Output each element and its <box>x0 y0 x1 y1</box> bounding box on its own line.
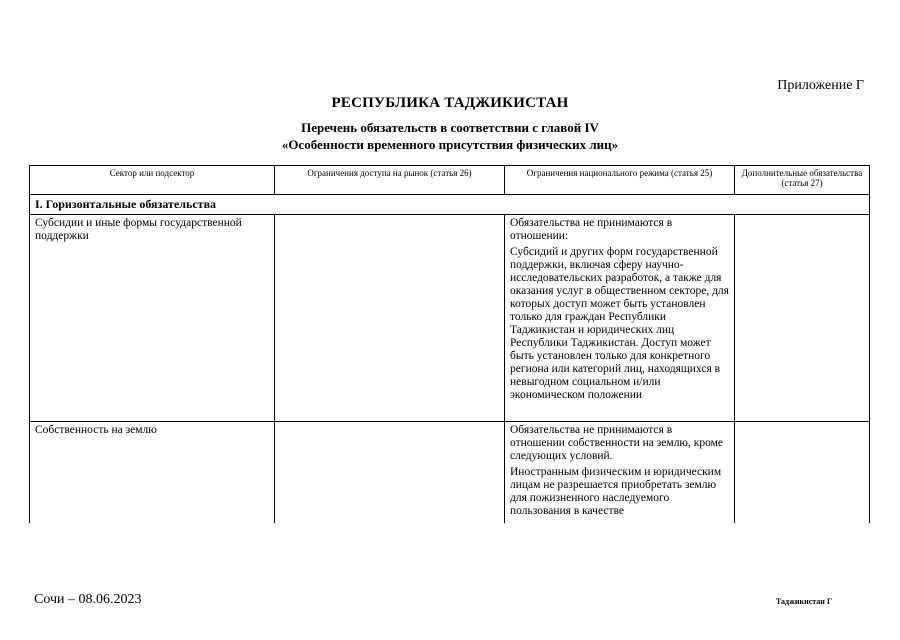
subtitle-line-2: «Особенности временного присутствия физических лиц» <box>281 137 619 152</box>
market-access-cell <box>275 215 505 422</box>
national-treatment-paragraph: Субсидий и других форм государственной поддержки, включая сферу научно-исследовательских разработок, а также для оказания услуг в общественном секторе, для которых доступ может быть установлен только для граждан Республики Таджикистан и юридических лиц Республики Таджикистан. Доступ может быть установлен только для конкретного региона или категорий лиц, находящихся в невыгодном социальном и/или экономическом положении <box>510 246 729 401</box>
table-header-row <box>30 166 870 195</box>
market-access-cell <box>275 422 505 524</box>
subtitle-line-1: Перечень обязательств в соответствии с главой IV <box>301 120 599 135</box>
sector-cell: Собственность на землю <box>30 422 275 524</box>
national-treatment-paragraph: Иностранным физическим и юридическим лицам не разрешается приобретать землю для пожизненного наследуемого пользования в качестве <box>510 466 722 517</box>
additional-cell <box>735 215 870 422</box>
national-treatment-cell <box>505 422 735 524</box>
column-header-sector: Сектор или подсектор <box>30 166 275 195</box>
national-treatment-paragraph: Обязательства не принимаются в отношении: <box>510 217 673 242</box>
section-title: I. Горизонтальные обязательства <box>30 195 870 215</box>
document-subtitle <box>0 119 900 153</box>
additional-cell <box>735 422 870 524</box>
footer-page-label: Таджикистан Г <box>775 597 832 606</box>
footer-date: Сочи – 08.06.2023 <box>34 592 142 607</box>
column-header-additional: Дополнительные обязательства (статья 27) <box>735 166 870 195</box>
table-row <box>30 422 870 524</box>
section-row <box>30 195 870 215</box>
national-treatment-paragraph: Обязательства не принимаются в отношении собственности на землю, кроме следующих условий. <box>510 424 724 462</box>
commitments-table <box>29 165 870 523</box>
national-treatment-cell <box>505 215 735 422</box>
country-title: РЕСПУБЛИКА ТАДЖИКИСТАН <box>331 95 569 111</box>
appendix-label: Приложение Г <box>777 78 864 93</box>
sector-cell: Субсидии и иные формы государственной поддержки <box>30 215 275 422</box>
table-row <box>30 215 870 422</box>
column-header-national-treatment: Ограничения национального режима (статья 25) <box>505 166 735 195</box>
column-header-market-access: Ограничения доступа на рынок (статья 26) <box>275 166 505 195</box>
